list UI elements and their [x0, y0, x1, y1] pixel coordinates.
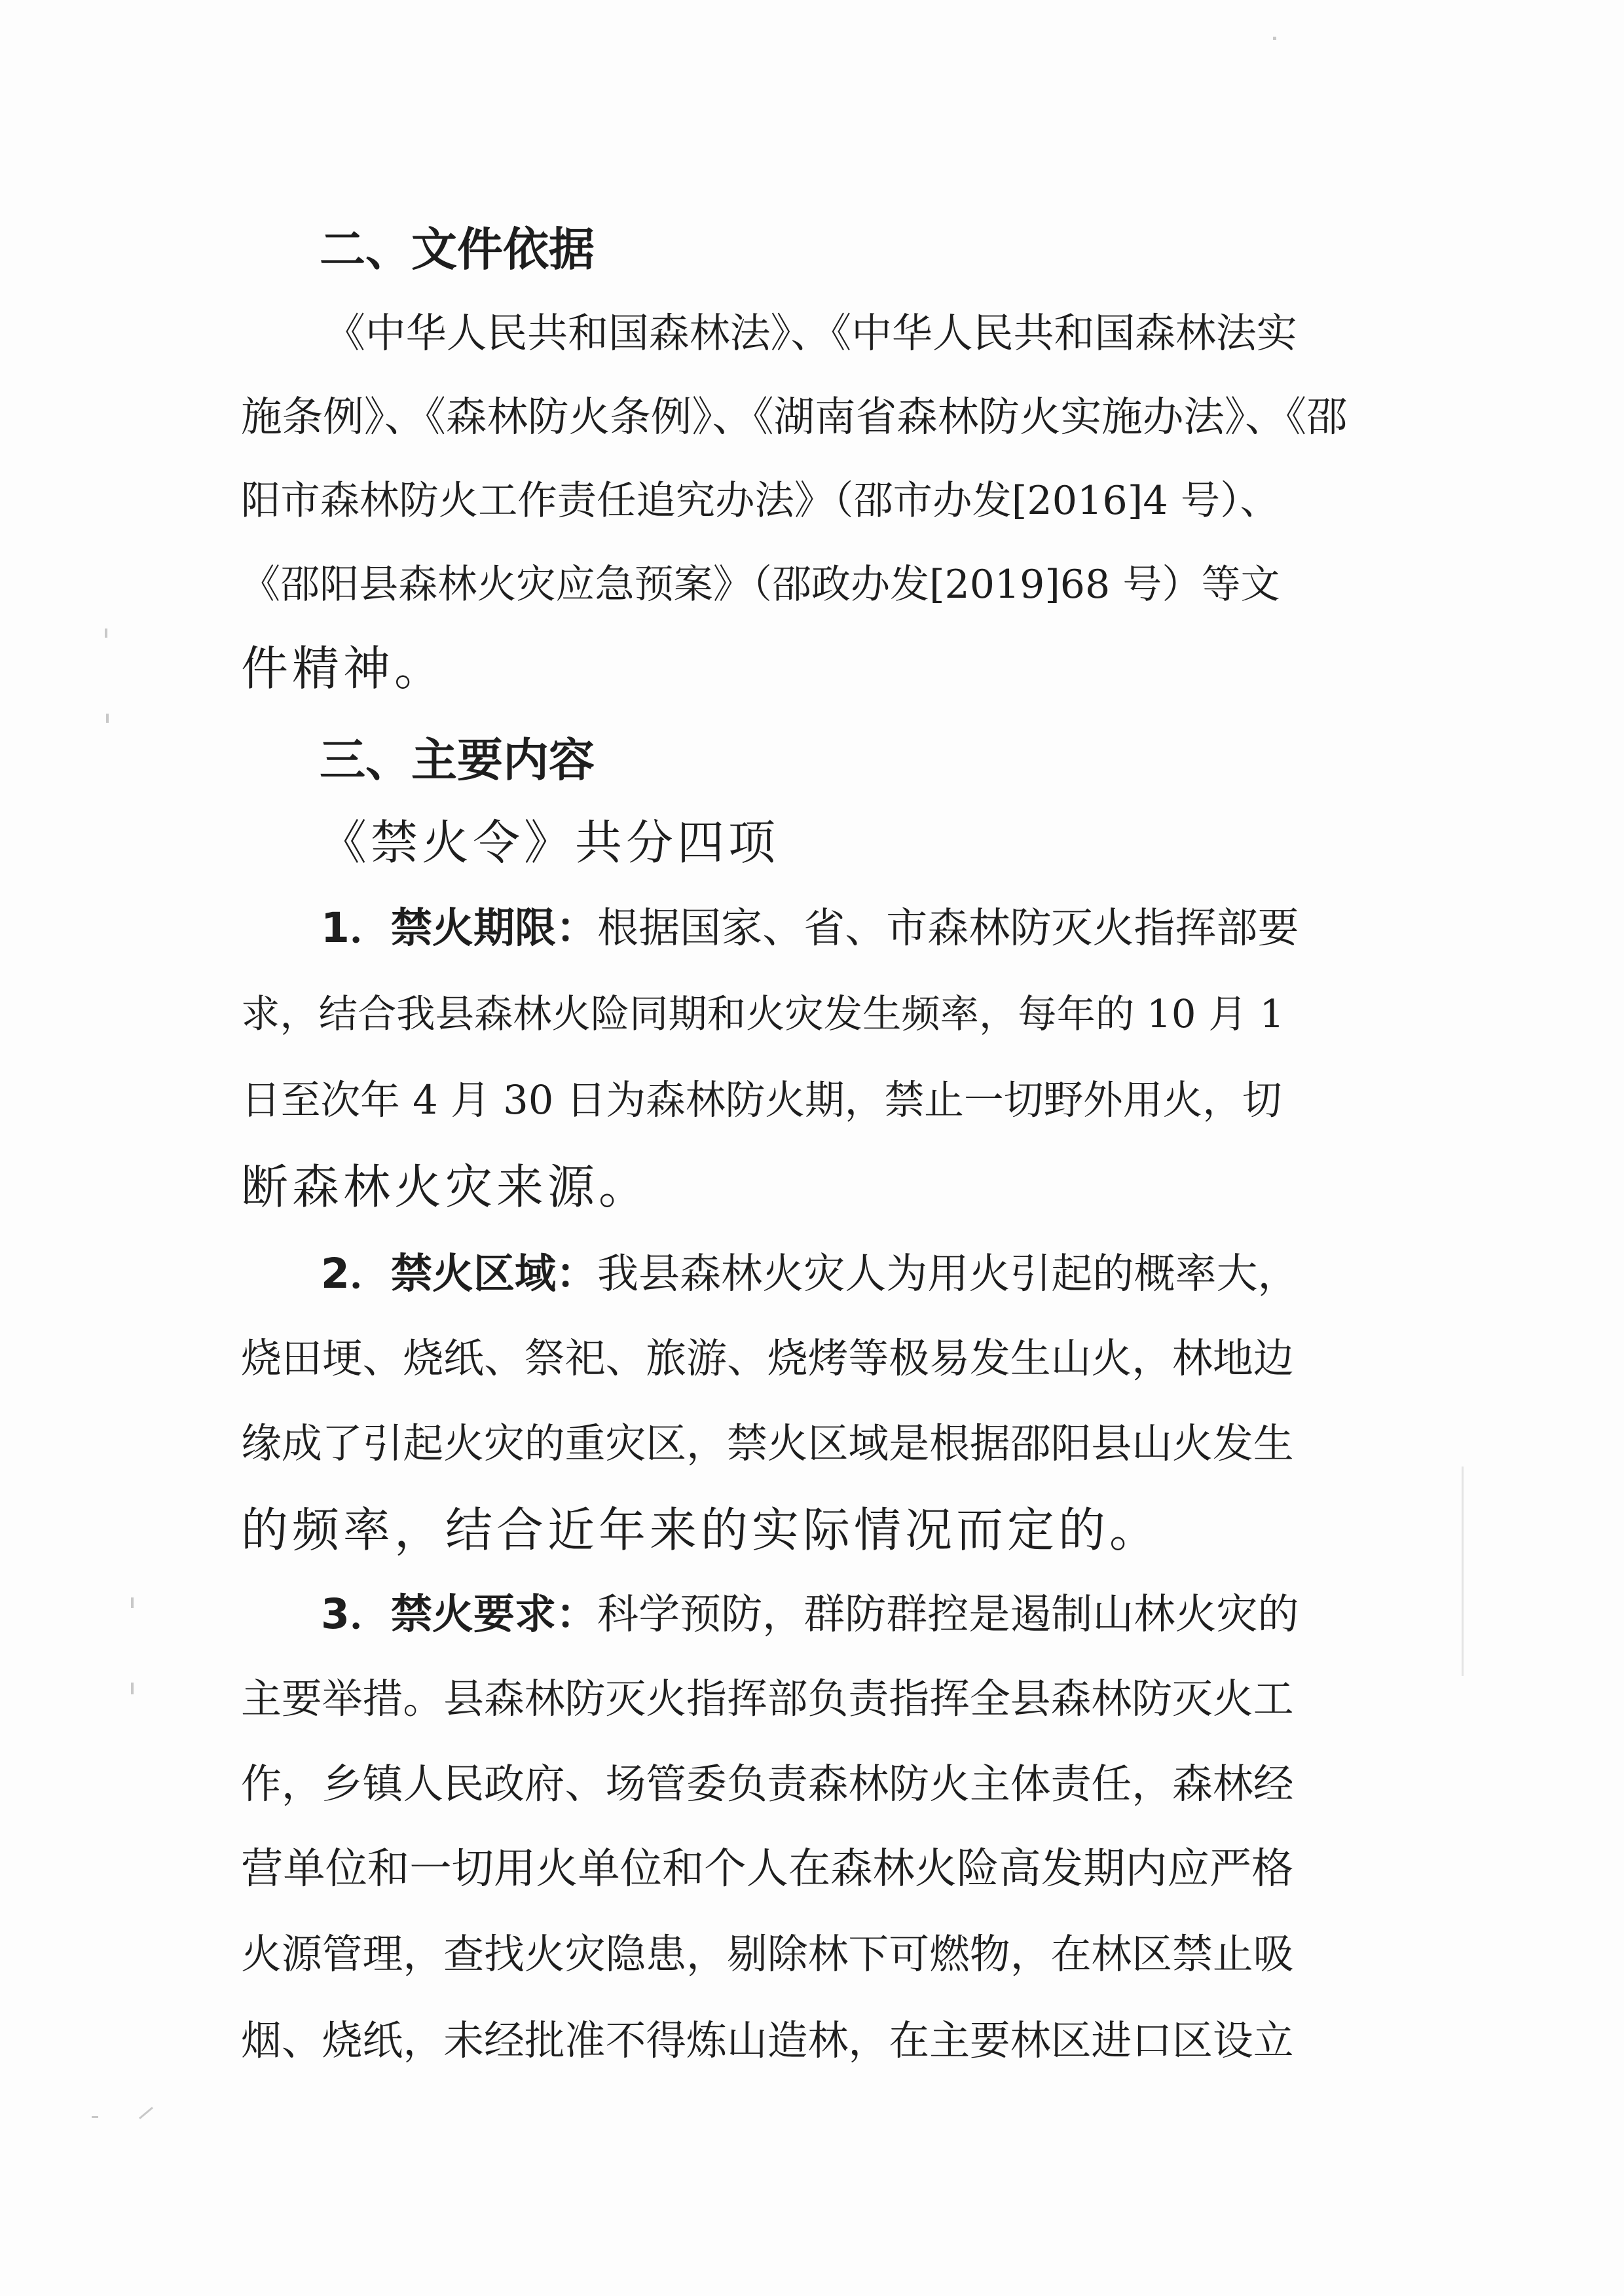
- section-2-line-4: 《邵阳县森林火灾应急预案》（邵政办发[2019]68 号）等文: [241, 562, 1280, 608]
- item-1-line-4: 断森林火灾来源。: [241, 1159, 650, 1214]
- scan-artifact-dash: [139, 2107, 153, 2119]
- section-2-heading: 二、文件依据: [320, 223, 595, 276]
- scan-artifact-dot: [105, 629, 107, 638]
- item-3-line-4: 营单位和一切用火单位和个人在森林火险高发期内应严格: [241, 1844, 1294, 1893]
- section-3-intro: 《禁火令》共分四项: [320, 815, 780, 870]
- scan-artifact-dot: [131, 1683, 134, 1694]
- scan-artifact-line: [1462, 1467, 1464, 1676]
- item-3-line-2: 主要举措。县森林防灭火指挥部负责指挥全县森林防灭火工: [241, 1675, 1294, 1722]
- item-1-lead: 1．禁火期限：: [321, 903, 598, 952]
- item-2-line-2: 烧田埂、烧纸、祭祀、旅游、烧烤等极易发生山火，林地边: [241, 1335, 1294, 1382]
- item-3-line-3: 作，乡镇人民政府、场管委负责森林防火主体责任，森林经: [241, 1760, 1294, 1808]
- item-1-first-line: [0, 885, 1624, 970]
- scan-artifact-dot: [1273, 37, 1276, 40]
- item-3-line-5: 火源管理，查找火灾隐患，剔除林下可燃物，在林区禁止吸: [241, 1931, 1294, 1978]
- section-2-line-1: 《中华人民共和国森林法》、《中华人民共和国森林法实: [325, 310, 1297, 357]
- section-3-heading: 三、主要内容: [320, 733, 595, 787]
- item-2-first-rest: 我县森林火灾人为用火引起的概率大，: [597, 1249, 1299, 1298]
- item-2-lead: 2．禁火区域：: [321, 1249, 598, 1298]
- section-2-line-2: 施条例》、《森林防火条例》、《湖南省森林防火实施办法》、《邵: [241, 393, 1348, 441]
- item-2-line-4: 的频率，结合近年来的实际情况而定的。: [241, 1503, 1161, 1558]
- item-1-line-2: 求，结合我县森林火险同期和火灾发生频率，每年的 10 月 1: [241, 991, 1285, 1036]
- section-2-line-5: 件精神。: [241, 641, 446, 696]
- item-2-line-3: 缘成了引起火灾的重灾区，禁火区域是根据邵阳县山火发生: [241, 1420, 1294, 1467]
- item-2-first-line: [0, 1231, 1624, 1316]
- scan-artifact-dot: [106, 714, 109, 723]
- item-3-first-rest: 科学预防，群防群控是遏制山林火灾的: [597, 1590, 1299, 1638]
- scan-artifact-dot: [131, 1597, 134, 1608]
- item-1-line-3: 日至次年 4 月 30 日为森林防火期，禁止一切野外用火，切: [241, 1078, 1282, 1123]
- scan-artifact-dash: [92, 2116, 98, 2118]
- item-3-line-6: 烟、烧纸，未经批准不得炼山造林，在主要林区进口区设立: [241, 2017, 1294, 2064]
- section-2-line-3: 阳市森林防火工作责任追究办法》（邵市办发[2016]4 号）、: [241, 478, 1280, 524]
- item-1-first-rest: 根据国家、省、市森林防灭火指挥部要: [597, 903, 1299, 952]
- item-3-first-line: [0, 1571, 1624, 1656]
- item-3-lead: 3．禁火要求：: [321, 1590, 598, 1638]
